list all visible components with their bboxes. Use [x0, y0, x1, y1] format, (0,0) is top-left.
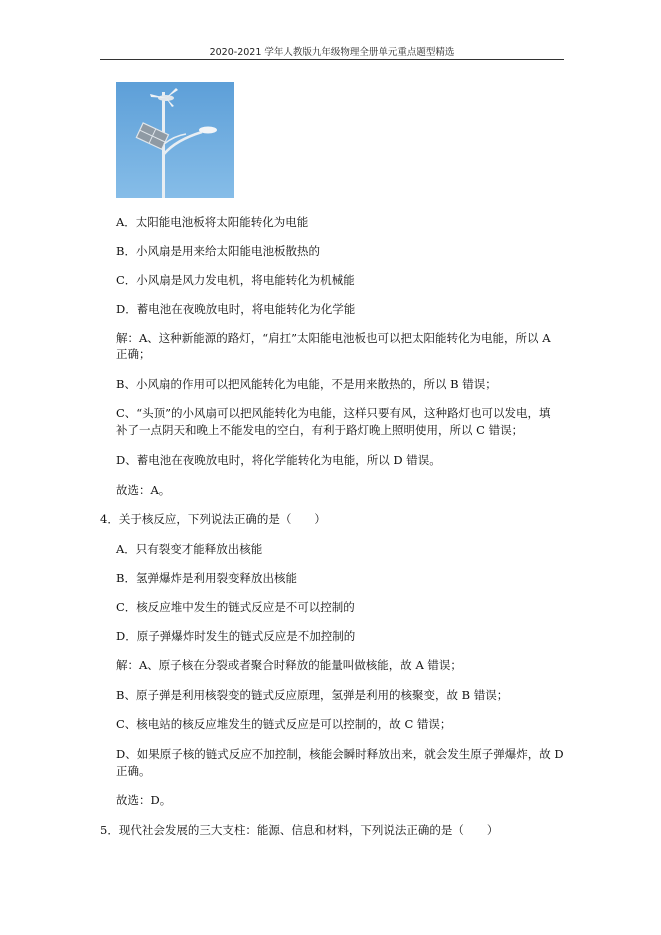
- q3-answer: 故选：A。: [116, 483, 171, 497]
- q4-solution-line: D、如果原子核的链式反应不加控制，核能会瞬时释放出来，就会发生原子弹爆炸，故 D: [116, 747, 564, 761]
- header-divider: [100, 59, 564, 60]
- q4-stem: 4．关于核反应，下列说法正确的是（ ）: [100, 512, 326, 526]
- q5-stem: 5．现代社会发展的三大支柱：能源、信息和材料，下列说法正确的是（ ）: [100, 823, 499, 837]
- q4-option-c: C．核反应堆中发生的链式反应是不可以控制的: [116, 600, 355, 614]
- q3-solution-line: 解：A、这种新能源的路灯，“肩扛”太阳能电池板也可以把太阳能转化为电能，所以 A: [116, 331, 551, 345]
- q3-solution-line: D、蓄电池在夜晚放电时，将化学能转化为电能，所以 D 错误。: [116, 453, 441, 467]
- q3-solution-line: C、“头顶”的小风扇可以把风能转化为电能，这样只要有风，这种路灯也可以发电，填: [116, 406, 551, 420]
- q4-solution-line: B、原子弹是利用核裂变的链式反应原理，氢弹是利用的核聚变，故 B 错误；: [116, 688, 509, 702]
- q4-solution-line: C、核电站的核反应堆发生的链式反应是可以控制的，故 C 错误；: [116, 717, 452, 731]
- page-header: 2020-2021 学年人教版九年级物理全册单元重点题型精选: [209, 47, 455, 58]
- q3-option-a: A．太阳能电池板将太阳能转化为电能: [116, 215, 309, 229]
- q4-option-d: D．原子弹爆炸时发生的链式反应是不加控制的: [116, 629, 356, 643]
- q4-solution-line: 正确。: [116, 764, 151, 778]
- q4-answer: 故选：D。: [116, 793, 172, 807]
- q4-option-a: A．只有裂变才能释放出核能: [116, 542, 263, 556]
- q3-solution-line: 补了一点阴天和晚上不能发电的空白，有利于路灯晚上照明使用，所以 C 错误；: [116, 423, 524, 437]
- q4-solution-line: 解：A、原子核在分裂或者聚合时释放的能量叫做核能，故 A 错误；: [116, 658, 462, 672]
- q3-solution-line: 正确；: [116, 347, 151, 361]
- q3-option-c: C．小风扇是风力发电机，将电能转化为机械能: [116, 273, 355, 287]
- q3-option-b: B．小风扇是用来给太阳能电池板散热的: [116, 244, 320, 258]
- q3-option-d: D．蓄电池在夜晚放电时，将电能转化为化学能: [116, 302, 356, 316]
- street-lamp-photo: [116, 82, 234, 198]
- q4-option-b: B．氢弹爆炸是利用裂变释放出核能: [116, 571, 297, 585]
- q3-solution-line: B、小风扇的作用可以把风能转化为电能，不是用来散热的，所以 B 错误；: [116, 377, 497, 391]
